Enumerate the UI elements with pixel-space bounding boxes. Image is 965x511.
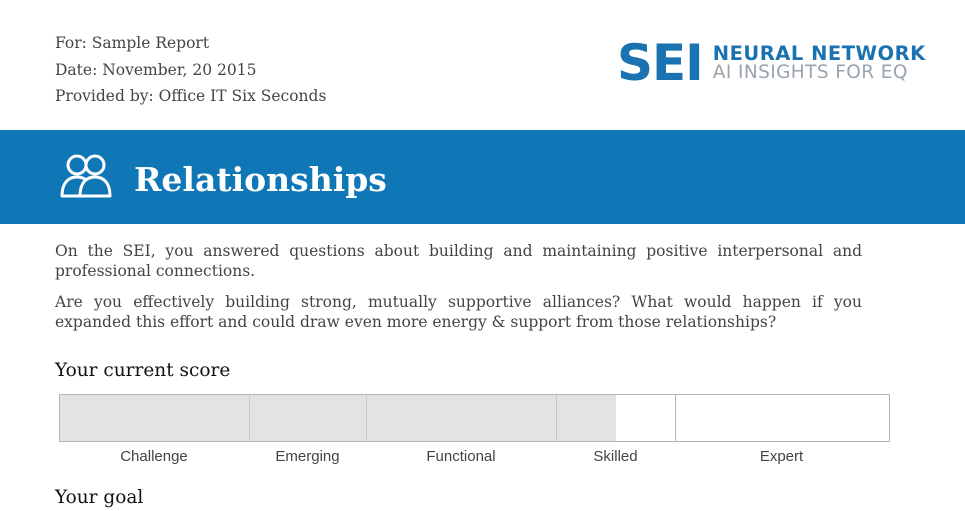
scale-label-challenge: Challenge (120, 448, 188, 465)
scale-label-skilled: Skilled (593, 448, 638, 465)
report-provider: Provided by: Office IT Six Seconds (55, 87, 327, 105)
scale-segment-functional (367, 395, 557, 441)
report-for: For: Sample Report (55, 34, 210, 52)
goal-heading: Your goal (55, 487, 144, 508)
scale-label-functional: Functional (426, 448, 496, 465)
logo-line-2: AI INSIGHTS FOR EQ (712, 62, 908, 83)
section-title: Relationships (134, 160, 387, 199)
report-meta (55, 30, 326, 110)
logo-text (713, 44, 926, 82)
logo-mark: SEI (617, 34, 703, 92)
scale-segment-skilled (557, 395, 676, 441)
intro-paragraph-2: Are you effectively building strong, mutually supportive alliances? What would happen if you expanded this effort and could draw even more energy & support from those relationships? (55, 293, 862, 331)
score-scale-bar (59, 394, 890, 442)
people-icon (60, 152, 112, 200)
sei-logo (617, 34, 926, 92)
intro-paragraph-1: On the SEI, you answered questions about building and maintaining positive interpersonal and professional connections. (55, 242, 862, 280)
scale-segment-emerging (250, 395, 367, 441)
scale-segment-expert (676, 395, 889, 441)
logo-line-1: NEURAL NETWORK (712, 42, 926, 65)
scale-segment-challenge (60, 395, 250, 441)
scale-segment-skilled-fill (557, 395, 616, 441)
scale-label-emerging: Emerging (275, 448, 340, 465)
scale-label-expert: Expert (759, 448, 804, 465)
current-score-heading: Your current score (55, 360, 231, 381)
report-date: Date: November, 20 2015 (55, 60, 257, 79)
